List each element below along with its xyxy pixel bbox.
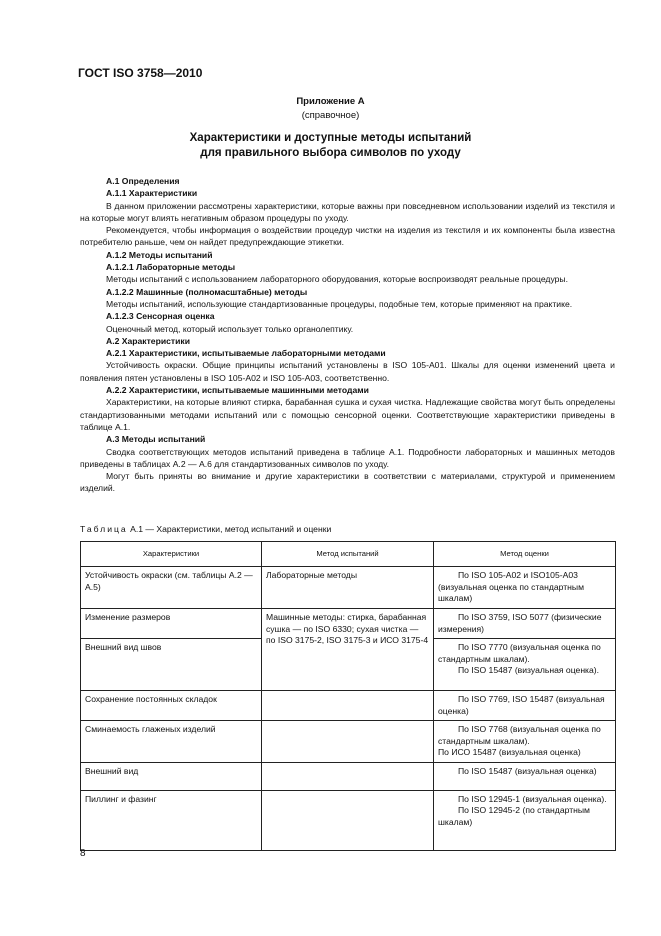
paragraph: Могут быть приняты во внимание и другие характеристики в соответствии с материалами, структурой и применением изделий. [80, 471, 615, 494]
table-row [81, 721, 616, 763]
table-caption-text: А.1 — Характеристики, метод испытаний и оценки [130, 524, 332, 534]
table-row [81, 609, 616, 639]
empty-cell [262, 790, 434, 850]
characteristic-cell: Пиллинг и фазинг [81, 790, 262, 850]
evaluation-cell: По ISO 7770 (визуальная оценка по стандартным шкалам). По ISO 15487 (визуальная оценка). [434, 639, 616, 691]
appendix-label: Приложение А [296, 96, 365, 107]
test-method-cell: Лабораторные методы [262, 567, 434, 609]
heading-a21: А.2.1 Характеристики, испытываемые лабораторными методами [106, 348, 386, 359]
characteristic-cell: Внешний вид [81, 762, 262, 790]
table-caption [80, 524, 331, 534]
table-row [81, 790, 616, 850]
appendix-title-line2: для правильного выбора символов по уходу [200, 147, 461, 159]
heading-a123: А.1.2.3 Сенсорная оценка [106, 311, 215, 322]
paragraph: Методы испытаний с использованием лабораторного оборудования, которые воспроизводят реальные процедуры. [106, 274, 568, 285]
heading-a121: А.1.2.1 Лабораторные методы [106, 262, 236, 273]
table-caption-word: Таблица [80, 524, 128, 534]
heading-a12: А.1.2 Методы испытаний [106, 249, 213, 260]
empty-cell [262, 691, 434, 721]
characteristic-cell: Устойчивость окраски (см. таблицы А.2 — А.5) [81, 567, 262, 609]
paragraph: В данном приложении рассмотрены характеристики, которые важны при повседневном использовании изделий из текстиля и на которые могут влиять негативным образом процедуры по уходу. [80, 200, 615, 223]
characteristic-cell: Внешний вид швов [81, 639, 262, 691]
paragraph: Характеристики, на которые влияют стирка, барабанная сушка и сухая чистка. Надлежащие свойства могут быть определены стандартизованными методами испытаний или с помощью сенсорной оценки. Соответствующие характеристики приведены в таблице А.1. [80, 397, 615, 432]
column-header: Характеристики [81, 542, 262, 567]
table-header-row [81, 542, 616, 567]
heading-a122: А.1.2.2 Машинные (полномасштабные) методы [106, 286, 308, 297]
characteristic-cell: Изменение размеров [81, 609, 262, 639]
empty-cell [262, 721, 434, 763]
document-body [80, 175, 615, 495]
paragraph: Устойчивость окраски. Общие принципы испытаний установлены в ISO 105-A01. Шкалы для оценки изменений цвета и появления пятен установлены в ISO 105-A02 и ISO 105-A03, соответственно. [80, 360, 615, 383]
heading-a22: А.2.2 Характеристики, испытываемые машинными методами [106, 385, 369, 396]
evaluation-cell: По ISO 12945-1 (визуальная оценка). По ISO 12945-2 (по стандартным шкалам) [434, 790, 616, 850]
machine-methods-cell: Машинные методы: стирка, барабанная сушка — по ISO 6330; сухая чистка — по ISO 3175-2, ISO 3175-3 и ИСО 3175-4 [262, 609, 434, 691]
empty-cell [262, 762, 434, 790]
paragraph: Оценочный метод, который использует только органолептику. [106, 323, 354, 334]
paragraph: Сводка соответствующих методов испытаний приведена в таблице А.1. Подробности лабораторных и машинных методов приведены в таблицах А.2 — А.6 для стандартизованных символов по уходу. [80, 446, 615, 469]
evaluation-cell: По ISO 7769, ISO 15487 (визуальная оценка) [434, 691, 616, 721]
column-header: Метод испытаний [262, 542, 434, 567]
page-number: 8 [80, 848, 86, 859]
evaluation-cell: По ISO 3759, ISO 5077 (физические измерения) [434, 609, 616, 639]
characteristic-cell: Сминаемость глаженых изделий [81, 721, 262, 763]
table-row [81, 691, 616, 721]
paragraph: Методы испытаний, использующие стандартизованные процедуры, подобные тем, которые применяют на практике. [106, 298, 573, 309]
heading-a2: А.2 Характеристики [106, 335, 190, 346]
heading-a11: А.1.1 Характеристики [106, 188, 198, 199]
heading-a1: А.1 Определения [106, 176, 180, 186]
paragraph: Рекомендуется, чтобы информация о воздействии процедур чистки на изделия из текстиля и их компоненты была известна потребителю раньше, чем он найдет предупреждающие этикетки. [80, 225, 615, 248]
appendix-title-line1: Характеристики и доступные методы испытаний [189, 132, 472, 144]
characteristics-table [80, 541, 616, 851]
evaluation-cell: По ISO 105-A02 и ISO105-A03 (визуальная оценка по стандартным шкалам) [434, 567, 616, 609]
table-row [81, 762, 616, 790]
evaluation-cell: По ISO 7768 (визуальная оценка по стандартным шкалам). По ИСО 15487 (визуальная оценка) [434, 721, 616, 763]
column-header: Метод оценки [434, 542, 616, 567]
document-id: ГОСТ ISO 3758—2010 [78, 66, 203, 80]
table-row [81, 567, 616, 609]
evaluation-cell: По ISO 15487 (визуальная оценка) [434, 762, 616, 790]
characteristic-cell: Сохранение постоянных складок [81, 691, 262, 721]
appendix-type: (справочное) [301, 110, 360, 121]
heading-a3: А.3 Методы испытаний [106, 434, 206, 445]
